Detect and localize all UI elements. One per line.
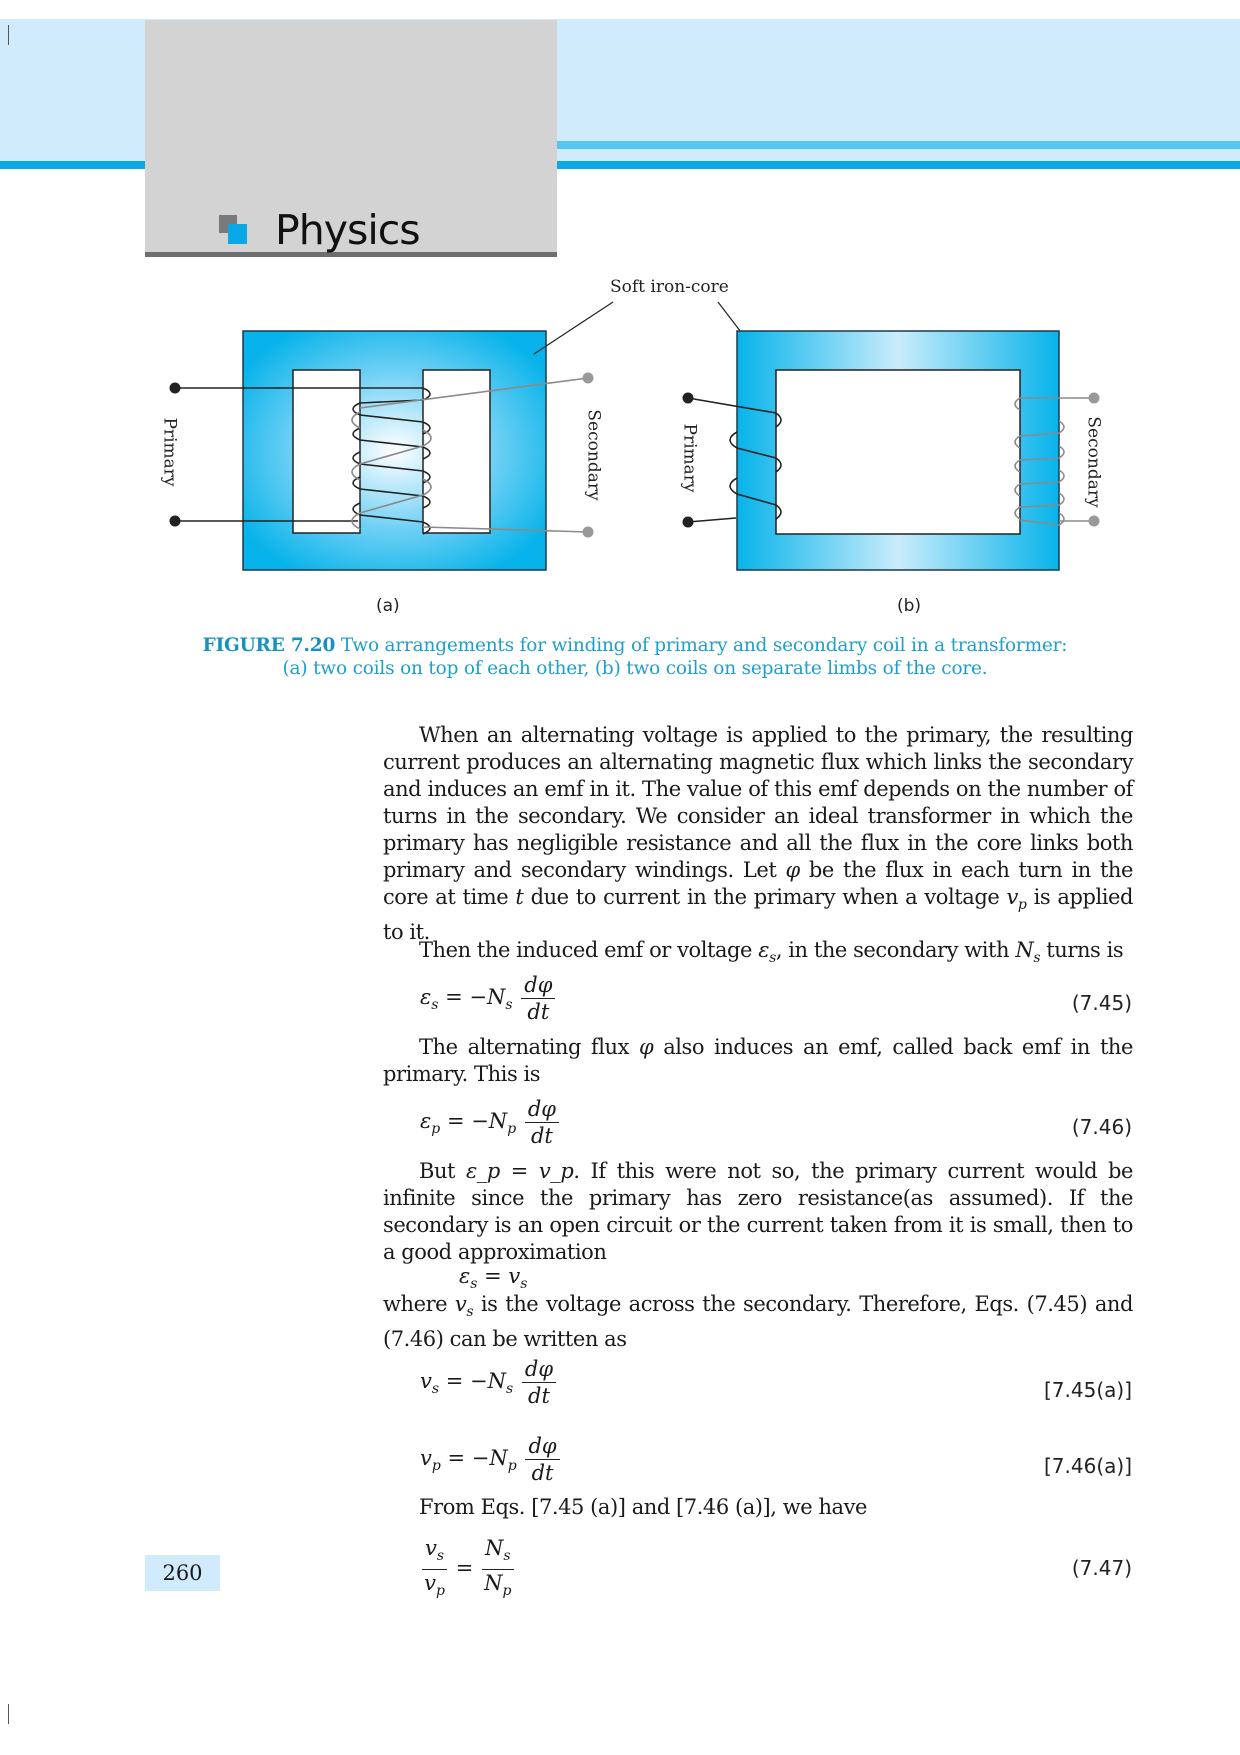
denominator: dt [527,1000,550,1024]
figure-7-20 [140,270,1120,630]
paragraph-1 [383,722,1133,946]
subject-title: Physics [275,206,420,254]
lhs-sub: p [431,1458,441,1475]
rhs-sub: s [505,997,513,1014]
subscript: s [466,1304,474,1321]
lhs: ε [459,1264,471,1288]
inline-equation: ε_p = v_p. [466,1159,580,1183]
rhs-sub: s [506,1381,514,1398]
denominator: v [424,1571,436,1596]
text: If this were not so, the primary current would be infinite since the primary has zero resistance(as assumed). If the secondary is an open circuit or the current taken from it is small, then to a good approximation [383,1159,1134,1264]
lhs-sub: s [470,1276,478,1293]
figure-caption [150,634,1120,680]
figure-number: FIGURE 7.20 [202,635,336,656]
numerator: dφ [525,1096,559,1123]
logo-square-blue-icon [228,224,247,244]
epsilon-symbol: ε [758,938,770,962]
lhs: ε [420,1109,432,1133]
panel-a-label: (a) [376,596,400,616]
caption-line-1: Two arrangements for winding of primary and secondary coil in a transformer: [340,635,1068,656]
subscript: p [1017,897,1027,914]
rhs: = −N [447,1446,508,1470]
fraction [525,1433,559,1486]
crop-mark [8,25,9,45]
paragraph-5 [383,1291,1133,1353]
equation-7-46a [420,1433,562,1486]
fraction-right [482,1535,514,1604]
sub: p [435,1583,445,1600]
sub: s [436,1548,445,1565]
fraction [522,1356,556,1409]
label-secondary-b: Secondary [1083,416,1104,508]
v-symbol: v [1006,885,1018,909]
text: is applied to it. [383,885,1133,945]
lhs: ε [420,985,432,1009]
equals: = [455,1556,474,1581]
equation-number: [7.46(a)] [1044,1454,1132,1478]
lhs: v [420,1369,432,1393]
subscript: s [1033,950,1041,967]
text: where [383,1292,448,1316]
label-primary-a: Primary [159,417,180,487]
equation-7-45a [420,1356,558,1409]
N-symbol: N [1015,938,1034,962]
denominator: N [484,1571,503,1596]
label-secondary-a: Secondary [583,409,604,501]
equation-number: (7.46) [1071,1115,1132,1139]
paragraph-3 [383,1034,1133,1088]
fraction-left [422,1535,447,1604]
equation-7-46 [420,1096,561,1149]
text: also induces an emf, called back emf in the primary. This is [383,1035,1133,1086]
denominator: dt [528,1384,550,1408]
paragraph-4 [383,1158,1133,1266]
lhs-sub: s [431,997,439,1014]
page-number: 260 [145,1555,220,1591]
header-rule-thin [557,141,1240,149]
text: , in the secondary with [775,938,1010,962]
equation-number: (7.47) [1071,1556,1132,1580]
rhs-sub: p [507,1458,517,1475]
equation-7-45 [420,972,557,1025]
numerator: N [485,1536,504,1560]
phi-symbol: φ [638,1035,654,1059]
equation-number: (7.45) [1071,991,1132,1015]
lhs-sub: p [431,1121,441,1138]
denominator: dt [531,1461,554,1485]
panel-b-label: (b) [897,596,922,616]
text: When an alternating voltage is applied to the primary, the resulting current produces an alternating magnetic flux which links the secondary and induces an emf in it. The value of this emf depends on the number of turns in the secondary. We consider an ideal transformer in which the primary has negligible resistance and all the flux in the core links both primary and secondary windings. Let [383,723,1133,882]
sub: s [503,1548,511,1565]
numerator: dφ [522,1356,556,1383]
rhs: = −N [445,1369,506,1393]
lhs-sub: s [431,1381,440,1398]
fraction [525,1096,559,1149]
text: The alternating flux [419,1035,629,1059]
fraction [521,972,555,1025]
callout-soft-iron-core: Soft iron-core [610,277,729,297]
transformer-diagram [140,270,1120,630]
text: be the flux in each turn in the core at time [383,858,1133,909]
subscript: s [769,950,776,967]
lhs: v [420,1446,432,1470]
rhs: = −N [445,985,506,1009]
t-symbol: t [515,885,524,909]
numerator: dφ [521,972,555,999]
rhs-sub: s [520,1276,528,1293]
rhs-sub: p [507,1121,517,1138]
rhs: = v [484,1264,521,1288]
crop-mark [8,1704,9,1724]
paragraph-6: From Eqs. [7.45 (a)] and [7.46 (a)], we have [419,1495,867,1519]
text: Then the induced emf or voltage [419,938,752,962]
text: due to current in the primary when a voltage [530,885,1000,909]
rhs: = −N [446,1109,508,1133]
denominator: dt [530,1124,553,1148]
text: turns is [1046,938,1124,962]
numerator: v [425,1536,437,1560]
equation-7-47 [420,1535,516,1604]
phi-symbol: φ [785,858,800,882]
caption-line-2: (a) two coils on top of each other, (b) two coils on separate limbs of the core. [282,658,988,679]
v-symbol: v [454,1292,467,1316]
text: But [419,1159,456,1183]
numerator: dφ [525,1433,559,1460]
text: is the voltage across the secondary. Therefore, Eqs. (7.45) and (7.46) can be written as [383,1292,1133,1352]
equation-number: [7.45(a)] [1044,1378,1132,1402]
equation-approx [459,1264,527,1292]
sub: p [502,1583,512,1600]
label-primary-b: Primary [679,423,700,493]
paragraph-2 [383,937,1133,972]
